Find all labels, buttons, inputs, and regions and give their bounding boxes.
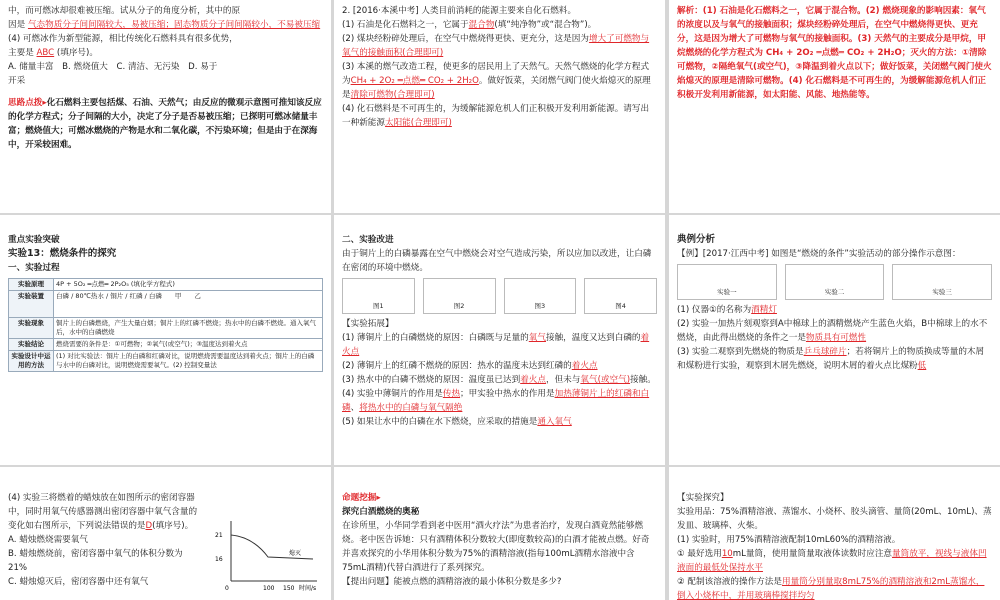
slide-fossil-fuel-question bbox=[334, 0, 665, 213]
text-line: (4) 可燃冰作为新型能源，相比传统化石燃料具有很多优势， bbox=[8, 34, 238, 44]
slide-combustion-q1 bbox=[0, 0, 331, 213]
q-text: (3) 热水中的白磷不燃烧的原因：温度虽已达到 bbox=[342, 375, 521, 385]
tip-text: 化石燃料主要包括煤、石油、天然气；由反应的微观示意图可推知该反应的化学方程式；分子间隔的大小，决定了分子是否易被压缩；已探明可燃冰储量丰富；燃烧值大；可燃冰燃烧的产物是水和二氧化碳，不污染环境；但是由于在深海中，开采较困难。 bbox=[8, 98, 322, 150]
row-cell: 4P + 5O₂ ═点燃═ 2P₂O₅ (填化学方程式) bbox=[54, 279, 323, 291]
text-line: 主要是 bbox=[8, 48, 34, 58]
row-header: 实验原理 bbox=[9, 279, 54, 291]
q-text: (2) 实验一加热片刻观察到A中棉球上的酒精燃烧产生蓝色火焰，B中棉球上的水不燃烧，由此得出燃烧的条件之一是 bbox=[677, 319, 988, 343]
figure-caption: 图2 bbox=[453, 302, 465, 310]
table-row bbox=[9, 339, 323, 351]
table-row bbox=[9, 291, 323, 318]
topic-title: 探究白酒燃烧的奥秘 bbox=[342, 507, 420, 517]
slide-candle-question bbox=[0, 467, 331, 600]
q-text: (5) 如果让水中的白磷在水下燃烧，应采取的措施是 bbox=[342, 417, 538, 427]
extension-label: 【实验拓展】 bbox=[342, 319, 394, 329]
answer-text: 氧气(或空气) bbox=[580, 375, 631, 385]
analysis-label: 解析： bbox=[677, 6, 703, 16]
text-line: (填序号)。 bbox=[56, 48, 98, 58]
text-line: A. 储量丰富 B. 燃烧值大 C. 清洁、无污染 D. 易于 bbox=[8, 62, 218, 72]
experiment-figures bbox=[677, 264, 992, 300]
analysis-text: (1) 石油是化石燃料之一，它属于混合物。(2) 燃烧现象的影响因素：氧气的浓度以及与氧气的接触面积；煤块经粉碎处理后，在空气中燃烧得更快、更充分，这是因为增大了可燃物与氧气的接触面积。(3) 天然气的主要成分是甲烷，甲烷燃烧的化学方程式为 CH₄ + 2O₂ ═点燃═ CO₂ + 2H₂O；灭火的方法：①清除可燃物，②隔绝氧气(或空气)，③降温到着火点以下；做好饭菜，关闭燃气阀门使火焰熄灭的原理是清除可燃物。(4) 化石燃料是不可再生的，为缓解能源危机人们正积极开发利用新能源，如太阳能、风能、地热能等。 bbox=[677, 6, 992, 100]
option-text: C. 蜡烛熄灭后，密闭容器中还有氧气 bbox=[8, 577, 149, 587]
graph-axis-label: 时间/s bbox=[299, 585, 317, 592]
question-text: 。做好饭菜，关闭燃气阀门使火焰熄灭的原理是 bbox=[342, 76, 651, 100]
slide-experiment-improvement bbox=[334, 215, 665, 465]
row-cell: 铜片上的白磷燃烧，产生大量白烟；铜片上的红磷不燃烧；热水中的白磷不燃烧。通入氧气后，水中的白磷燃烧 bbox=[54, 318, 323, 339]
answer-text: 量筒放平，视线与液体凹液面的最低处保持水平 bbox=[677, 549, 987, 573]
apparatus-figures bbox=[342, 278, 657, 314]
slide-analysis bbox=[669, 0, 1000, 213]
section-label: 【实验探究】 bbox=[677, 493, 729, 503]
answer-text: ABC bbox=[36, 48, 55, 58]
figure-caption: 实验一 bbox=[717, 288, 737, 296]
row-cell: (1) 对比实验法：铜片上的白磷和红磷对比，说明燃烧需要温度达到着火点；铜片上的白磷与水中的白磷对比，说明燃烧需要氧气。(2) 控制变量法 bbox=[54, 351, 323, 372]
text-line: 开采 bbox=[8, 76, 26, 86]
question-text: (填“纯净物”或“混合物”)。 bbox=[494, 20, 597, 30]
slide-example-analysis bbox=[669, 215, 1000, 465]
graph-label: 21 bbox=[215, 532, 223, 539]
apparatus-figure bbox=[584, 278, 657, 314]
answer-text: 清除可燃物(合理即可) bbox=[350, 90, 435, 100]
table-row bbox=[9, 318, 323, 339]
apparatus-figure bbox=[423, 278, 496, 314]
answer-text: 通入氧气 bbox=[537, 417, 572, 427]
q-text: 接触，温度又达到白磷的 bbox=[545, 333, 641, 343]
answer-text: 着火点 bbox=[571, 361, 598, 371]
answer-text: 混合物 bbox=[468, 20, 495, 30]
answer-text: 传热 bbox=[442, 389, 461, 399]
section-heading: 典例分析 bbox=[677, 234, 716, 245]
experiment-figure bbox=[677, 264, 777, 300]
table-row bbox=[9, 279, 323, 291]
text-line: 因是 bbox=[8, 20, 26, 30]
question-text: (2) 煤块经粉碎处理后，在空气中燃烧得更快、更充分，这是因为 bbox=[342, 34, 589, 44]
section-heading: 重点实验突破 bbox=[8, 235, 60, 245]
q-text: (4) 实验三将燃着的蜡烛放在如图所示的密闭容器中，同时用氧气传感器测出密闭容器中氧气含量的变化如右图所示，下列说法错误的是 bbox=[8, 493, 198, 531]
q-text: (3) 实验二观察到先燃烧的物质是 bbox=[677, 347, 804, 357]
answer-text: D bbox=[145, 521, 153, 531]
row-header: 实验现象 bbox=[9, 318, 54, 339]
figure-caption: 实验三 bbox=[932, 288, 952, 296]
apparatus-figure bbox=[504, 278, 577, 314]
sub-heading: 一、实验过程 bbox=[8, 263, 60, 273]
oxygen-graph bbox=[213, 515, 323, 595]
row-header: 实验设计中运用的方法 bbox=[9, 351, 54, 372]
q-text: 接触。 bbox=[630, 375, 656, 385]
answer-text: 太阳能(合理即可) bbox=[384, 118, 452, 128]
graph-label: 150 bbox=[283, 585, 295, 592]
figure-caption: 图3 bbox=[534, 302, 546, 310]
experiment-table bbox=[8, 278, 323, 372]
graph-label: 熄灭 bbox=[289, 550, 302, 557]
tip-label: 思路点拨▸ bbox=[8, 98, 47, 108]
answer-text: 酒精灯 bbox=[751, 305, 777, 315]
answer-text: 气态物质分子间间隔较大，易被压缩；固态物质分子间间隔较小，不易被压缩 bbox=[27, 20, 321, 30]
answer-text: 着火点 bbox=[520, 375, 546, 385]
answer-text: 增大了可燃物与氧气的接触面积(合理即可) bbox=[342, 34, 650, 58]
graph-label: 16 bbox=[215, 556, 223, 563]
q-text: ② 配制该溶液的操作方法是 bbox=[677, 577, 782, 587]
answer-text: 用量筒分别量取8mL75%的酒精溶液和2mL蒸馏水，倒入小烧杯中，并用玻璃棒搅拌均匀 bbox=[677, 577, 985, 600]
row-cell bbox=[54, 291, 323, 318]
question-text: (1) 石油是化石燃料之一，它属于 bbox=[342, 20, 469, 30]
answer-text: CH₄ + 2O₂ ═点燃═ CO₂ + 2H₂O bbox=[350, 76, 479, 86]
experiment-figure bbox=[892, 264, 992, 300]
question-text: (4) 化石燃料是不可再生的，为缓解能源危机人们正积极开发利用新能源。请写出一种新能源 bbox=[342, 104, 650, 128]
slide-experiment-inquiry bbox=[669, 467, 1000, 600]
figure-caption: 图1 bbox=[373, 302, 384, 310]
question-text: (3) 本溪的燃气改造工程，使更多的居民用上了天然气。天然气燃烧的化学方程式为 bbox=[342, 62, 650, 86]
row-cell: 燃烧需要的条件是：①可燃物；②氧气(或空气)；③温度达到着火点 bbox=[54, 339, 323, 351]
figure-caption: 图4 bbox=[615, 302, 626, 310]
answer-text: 氧气 bbox=[528, 333, 546, 343]
q-text: (填序号)。 bbox=[152, 521, 194, 531]
question-text: 【提出问题】能被点燃的酒精溶液的最小体积分数是多少? bbox=[342, 577, 562, 587]
answer-text: 着火点 bbox=[342, 333, 650, 357]
q-text: mL量筒，使用量筒量取液体读数时应注意 bbox=[732, 549, 893, 559]
graph-label: 0 bbox=[225, 585, 229, 592]
sub-heading: 二、实验改进 bbox=[342, 235, 394, 245]
example-source: 【例】[2017·江西中考] 如图是“燃烧的条件”实验活动的部分操作示意图： bbox=[677, 249, 961, 259]
q-text: ，但未与 bbox=[545, 375, 581, 385]
graph-label: 100 bbox=[263, 585, 275, 592]
table-row bbox=[9, 351, 323, 372]
slide-experiment-13 bbox=[0, 215, 331, 465]
q-text: (1) 仪器①的名称为 bbox=[677, 305, 752, 315]
row-header: 实验结论 bbox=[9, 339, 54, 351]
answer-text: 将热水中的白磷与氧气隔绝 bbox=[359, 403, 463, 413]
experiment-title: 实验13：燃烧条件的探究 bbox=[8, 248, 117, 259]
topic-text: 在诊所里，小华同学看到老中医用“酒火疗法”为患者治疗，发现白酒竟然能够燃烧。老中医告诉她：只有酒精体积分数较大(即度数较高)的白酒才能被点燃。好奇并喜欢探究的小华用体积分数为75%的酒精溶液(指每100mL酒精水溶液中含75mL酒精)代替白酒进行了系列探究。 bbox=[342, 521, 650, 573]
slide-liquor-combustion bbox=[334, 467, 665, 600]
figure-caption: 实验二 bbox=[824, 288, 845, 296]
q-text: ① 最好选用 bbox=[677, 549, 722, 559]
answer-text: 低 bbox=[917, 361, 927, 371]
q-text: 、 bbox=[350, 403, 360, 413]
q-text: ；甲实验中热水的作用是 bbox=[460, 389, 555, 399]
materials-text: 实验用品：75%酒精溶液、蒸馏水、小烧杯、胶头滴管、量筒(20mL、10mL)、蒸发皿、玻璃棒、火柴。 bbox=[677, 507, 992, 531]
row-header: 实验装置 bbox=[9, 291, 54, 318]
apparatus-figure bbox=[342, 278, 415, 314]
option-text: A. 蜡烛燃烧需要氧气 bbox=[8, 535, 88, 545]
text-line: 中，而可燃冰却很难被压缩。试从分子的角度分析，其中的原 bbox=[8, 6, 241, 16]
question-head: 2. [2016·本溪中考] 人类目前消耗的能源主要来自化石燃料。 bbox=[342, 6, 577, 16]
answer-text: 加热薄铜片上的红磷和白磷 bbox=[342, 389, 650, 413]
q-text: (1) 实验时，用75%酒精溶液配制10mL60%的酒精溶液。 bbox=[677, 535, 901, 545]
tag-label: 命题挖掘▸ bbox=[342, 493, 381, 503]
intro-text: 由于铜片上的白磷暴露在空气中燃烧会对空气造成污染，所以应加以改进，让白磷在密闭的环境中燃烧。 bbox=[342, 249, 652, 273]
q-text: (1) 薄铜片上的白磷燃烧的原因：白磷既与足量的 bbox=[342, 333, 529, 343]
answer-text: 10 bbox=[721, 549, 733, 559]
q-text: (2) 薄铜片上的红磷不燃烧的原因：热水的温度未达到红磷的 bbox=[342, 361, 572, 371]
experiment-figure bbox=[785, 264, 885, 300]
answer-text: 物质具有可燃性 bbox=[805, 333, 867, 343]
option-text: B. 蜡烛燃烧前，密闭容器中氧气的体积分数为21% bbox=[8, 549, 183, 573]
q-text: (4) 实验中薄铜片的作用是 bbox=[342, 389, 443, 399]
apparatus-labels: 白磷 / 80℃热水 / 铜片 / 红磷 / 白磷 甲 乙 bbox=[56, 292, 201, 300]
q-text: ；若将铜片上的物质换成等量的木屑和煤粉进行实验，观察到木屑先燃烧，说明木屑的着火点比煤粉 bbox=[677, 347, 985, 371]
answer-text: 乒乓球碎片 bbox=[803, 347, 847, 357]
